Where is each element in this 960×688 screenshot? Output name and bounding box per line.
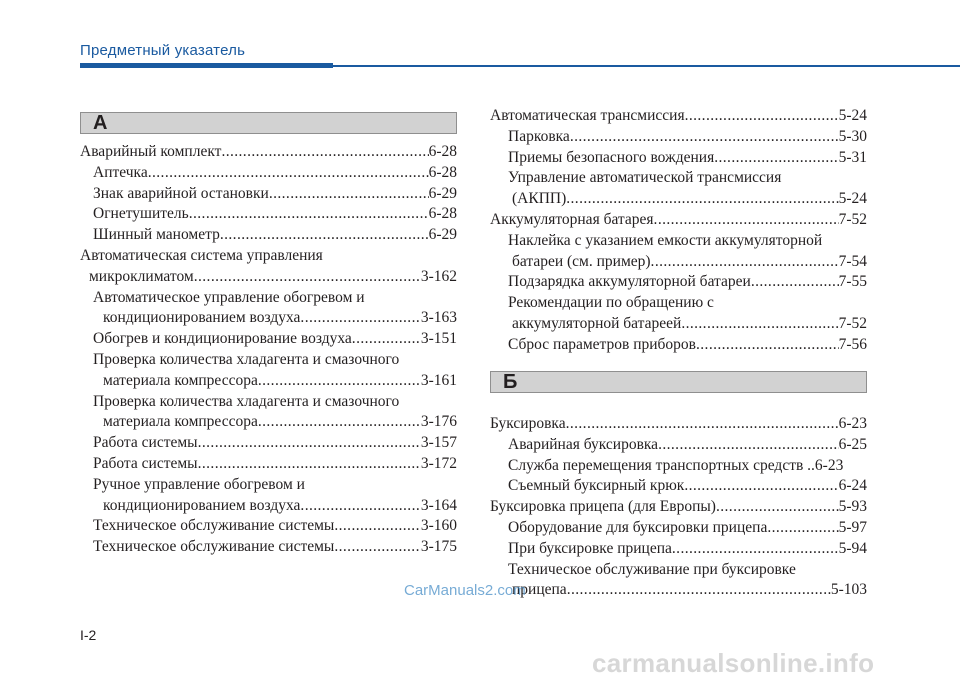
entry-label: Работа системы [93,454,198,472]
entry-label: Аварийный комплект [80,143,222,160]
entry-label: Служба перемещения транспортных средств .. [508,456,815,474]
entry-page-ref[interactable]: 6-29 [428,226,457,244]
entry-label: материала компрессора [103,371,258,389]
index-entry-heading: Ручное управление обогревом и [93,475,305,493]
index-entry[interactable] [80,204,457,225]
entry-page-ref[interactable]: 7-52 [838,314,867,332]
entry-leader-dots [334,537,420,558]
index-entry[interactable] [80,308,457,329]
entry-page-ref[interactable]: 3-162 [420,267,457,285]
entry-label: Оборудование для буксировки прицепа [508,518,768,536]
index-entry[interactable] [490,539,867,560]
index-entry-heading: Автоматическая система управления [80,246,323,264]
entry-leader-dots [189,204,429,225]
entry-page-ref[interactable]: 5-24 [838,190,867,208]
entry-leader-dots [258,412,421,433]
index-entry[interactable] [490,189,867,210]
section-header-b [490,371,867,393]
index-entry[interactable] [80,225,457,246]
entry-label: Приемы безопасного вождения [508,148,715,166]
entry-page-ref[interactable]: 5-24 [838,107,867,124]
entry-page-ref[interactable]: 3-164 [420,496,457,514]
entry-leader-dots [658,435,839,456]
entry-label: аккумуляторной батареей [512,314,682,332]
index-entry[interactable] [80,267,457,288]
entry-leader-dots [220,225,429,246]
index-entry[interactable] [490,580,867,601]
entry-leader-dots [148,163,429,184]
section-letter-b: Б [503,371,518,393]
entry-label: микроклиматом [89,267,194,285]
entry-leader-dots [651,252,839,273]
watermark-carmanuals-link[interactable]: CarManuals2.com [404,582,526,599]
index-entry[interactable] [80,163,457,184]
index-entry[interactable] [490,335,867,356]
entry-page-ref[interactable]: 3-175 [420,538,457,556]
header-rule-thin [333,65,960,67]
entry-label: Аккумуляторная батарея [490,210,654,228]
entry-label: батареи (см. пример) [512,252,651,270]
entry-page-ref[interactable]: 5-93 [838,498,867,516]
entry-page-ref[interactable]: 6-25 [838,435,867,453]
entry-leader-dots [654,210,839,231]
entry-label: Подзарядка аккумуляторной батареи [508,273,751,291]
entry-page-ref[interactable]: 7-52 [838,210,867,228]
entry-page-ref[interactable]: 5-94 [838,539,867,557]
entry-leader-dots [567,580,831,601]
index-entry[interactable] [80,329,457,350]
section-letter-a: А [93,112,108,134]
entry-leader-dots [716,497,839,518]
entry-page-ref[interactable]: 6-23 [838,415,867,432]
entry-label: Знак аварийной остановки [93,184,269,202]
entry-page-ref[interactable]: 5-30 [838,127,867,145]
entry-leader-dots [269,184,429,205]
entry-page-ref[interactable]: 6-28 [428,205,457,223]
entry-leader-dots [566,414,839,435]
index-entry[interactable] [490,272,867,293]
entry-label: Автоматическая трансмиссия [490,107,685,124]
page-number: I-2 [80,627,97,643]
entry-page-ref[interactable]: 3-176 [420,413,457,431]
entry-label: Парковка [508,127,570,145]
index-entry[interactable] [490,497,867,518]
entry-label: Сброс параметров приборов [508,335,696,353]
index-column-left [80,142,457,558]
index-entry-heading: Наклейка с указанием емкости аккумуляторной [508,231,823,249]
index-entry[interactable] [490,314,867,335]
entry-leader-dots [258,371,421,392]
entry-leader-dots [570,127,839,148]
index-entry-heading: Проверка количества хладагента и смазочного [93,392,400,410]
entry-label: Обогрев и кондиционирование воздуха [93,330,352,348]
entry-page-ref[interactable]: 6-29 [428,184,457,202]
entry-page-ref[interactable]: 7-54 [838,252,867,270]
entry-leader-dots [751,272,839,293]
header-rule-thick [80,63,333,68]
index-column-right [490,106,867,356]
index-entry[interactable] [80,516,457,537]
index-entry-heading: Управление автоматической трансмиссия [508,169,782,187]
entry-page-ref[interactable]: 6-23 [814,456,844,474]
entry-leader-dots [681,314,838,335]
entry-leader-dots [194,267,421,288]
entry-leader-dots [198,454,421,475]
entry-label: Техническое обслуживание системы [93,538,335,556]
index-column-right-b [490,414,867,601]
entry-leader-dots [198,433,421,454]
entry-page-ref[interactable]: 3-172 [420,454,457,472]
entry-page-ref[interactable]: 3-163 [420,309,457,327]
index-entry[interactable] [490,106,867,127]
entry-page-ref[interactable]: 6-28 [428,163,457,181]
entry-leader-dots [696,335,839,356]
index-entry[interactable] [80,537,457,558]
entry-page-ref[interactable]: 3-161 [420,371,457,389]
index-entry[interactable] [490,518,867,539]
index-entry[interactable] [490,456,867,477]
index-entry[interactable] [490,252,867,273]
entry-label: Техническое обслуживание системы [93,517,335,535]
entry-label: кондиционированием воздуха [103,309,301,327]
entry-leader-dots [334,516,420,537]
entry-page-ref[interactable]: 5-97 [838,518,867,536]
index-entry[interactable] [490,127,867,148]
entry-label: Шинный манометр [93,226,220,244]
entry-leader-dots [672,539,839,560]
watermark-site-link[interactable]: carmanualsonline.info [592,648,875,678]
index-entry[interactable] [490,476,867,497]
entry-label: Аварийная буксировка [508,435,659,453]
entry-leader-dots [300,496,420,517]
entry-label: Аптечка [93,163,148,181]
page-header-title: Предметный указатель [80,42,246,59]
section-header-a [80,112,457,134]
entry-label: кондиционированием воздуха [103,496,301,514]
index-entry[interactable] [80,496,457,517]
index-entry[interactable] [80,371,457,392]
entry-label: прицепа [512,581,567,599]
entry-label: При буксировке прицепа [508,539,672,557]
index-entry-heading: Техническое обслуживание при буксировке [508,560,796,578]
entry-page-ref[interactable]: 3-160 [420,517,457,535]
entry-leader-dots [221,142,428,163]
entry-page-ref[interactable]: 3-151 [420,330,457,348]
entry-label: Работа системы [93,434,198,452]
index-entry-heading: Рекомендации по обращению с [508,294,714,312]
index-entry[interactable] [80,433,457,454]
entry-page-ref[interactable]: 6-24 [838,477,867,495]
entry-leader-dots [352,329,421,350]
index-entry[interactable] [490,148,867,169]
entry-leader-dots [685,106,839,127]
entry-page-ref[interactable]: 6-28 [428,143,457,160]
entry-page-ref[interactable]: 7-55 [838,273,867,291]
entry-page-ref[interactable]: 3-157 [420,434,457,452]
index-entry-heading: Автоматическое управление обогревом и [93,288,365,306]
entry-label: материала компрессора [103,413,258,431]
entry-label: Съемный буксирный крюк [508,477,685,495]
entry-leader-dots [767,518,838,539]
index-entry[interactable] [80,142,457,163]
entry-page-ref[interactable]: 5-103 [830,581,867,599]
index-entry[interactable] [80,454,457,475]
entry-leader-dots [684,476,838,497]
index-entry[interactable] [80,184,457,205]
index-entry[interactable] [80,412,457,433]
entry-label: Огнетушитель [93,205,189,223]
entry-label: Буксировка [490,415,566,432]
index-entry[interactable] [490,435,867,456]
entry-page-ref[interactable]: 5-31 [838,148,867,166]
entry-leader-dots [566,189,838,210]
index-entry[interactable] [490,414,867,435]
entry-leader-dots [300,308,420,329]
index-entry-heading: Проверка количества хладагента и смазочного [93,350,400,368]
entry-leader-dots [714,148,838,169]
index-entry[interactable] [490,210,867,231]
entry-page-ref[interactable]: 7-56 [838,335,867,353]
entry-label: Буксировка прицепа (для Европы) [490,498,716,516]
entry-label: (АКПП) [512,190,567,208]
